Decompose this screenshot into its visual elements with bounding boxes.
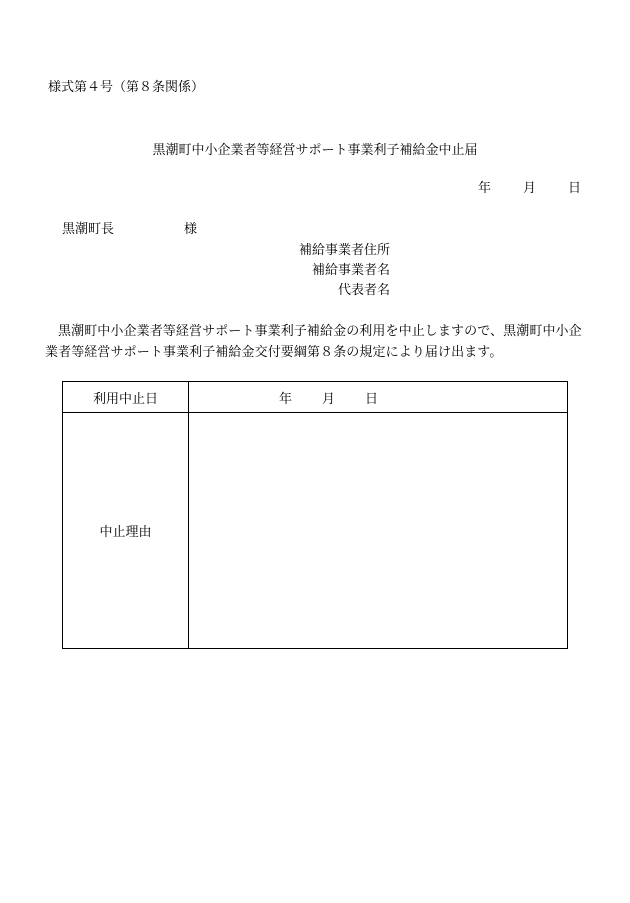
- table-date-day: 日: [365, 391, 379, 407]
- applicant-representative-label: 代表者名: [337, 283, 390, 298]
- addressee-name: 黒潮町長: [62, 222, 115, 237]
- addressee: [62, 222, 197, 238]
- submission-date: [478, 181, 581, 197]
- discontinuation-table: [62, 381, 568, 649]
- table-row: [63, 413, 568, 649]
- applicant-address-label: 補給事業者住所: [298, 243, 390, 258]
- table-row: [63, 382, 568, 413]
- table-date-month: 月: [322, 391, 336, 407]
- discontinuation-date-field[interactable]: [189, 382, 568, 413]
- date-month-label: 月: [522, 181, 536, 196]
- discontinuation-reason-label: 中止理由: [63, 413, 189, 649]
- document-title: 黒潮町中小企業者等経営サポート事業利子補給金中止届: [152, 143, 478, 158]
- discontinuation-date-label: 利用中止日: [63, 382, 189, 413]
- table-date-year: 年: [279, 391, 293, 407]
- addressee-honorific: 様: [184, 222, 198, 237]
- applicant-name-label: 補給事業者名: [311, 263, 390, 278]
- discontinuation-reason-field[interactable]: [189, 413, 568, 649]
- date-year-label: 年: [477, 181, 491, 196]
- form-number: 様式第４号（第８条関係）: [48, 80, 205, 95]
- date-day-label: 日: [567, 181, 581, 196]
- body-text: 黒潮町中小企業者等経営サポート事業利子補給金の利用を中止しますので、黒潮町中小企業者等経営サポート事業利子補給金交付要綱第８条の規定により届け出ます。: [45, 324, 582, 360]
